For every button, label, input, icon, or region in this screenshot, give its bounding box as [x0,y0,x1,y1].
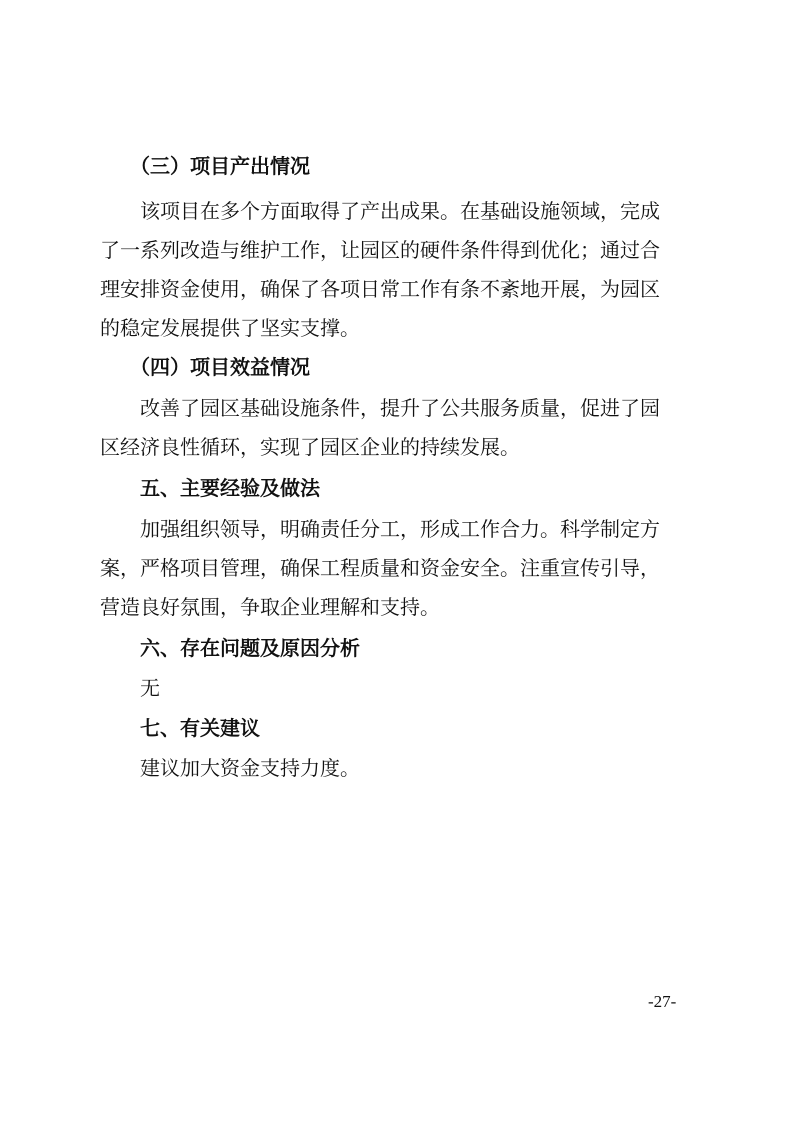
paragraph-line: 区经济良性循环，实现了园区企业的持续发展。 [100,435,520,459]
paragraph-line: 该项目在多个方面取得了产出成果。在基础设施领域，完成 [100,199,660,223]
page-number: -27- [648,992,677,1011]
paragraph-line: 营造良好氛围，争取企业理解和支持。 [100,595,440,619]
section-heading-output: （三）项目产出情况 [140,154,310,178]
paragraph-line: 理安排资金使用，确保了各项日常工作有条不紊地开展，为园区 [100,277,660,301]
paragraph-line: 的稳定发展提供了坚实支撑。 [100,316,360,340]
paragraph-line: 加强组织领导，明确责任分工，形成工作合力。科学制定方 [100,517,660,541]
paragraph-line: 了一系列改造与维护工作，让园区的硬件条件得到优化；通过合 [100,238,660,262]
paragraph-line: 建议加大资金支持力度。 [100,756,360,780]
section-heading-suggestions: 七、有关建议 [140,716,260,740]
paragraph-line: 案，严格项目管理，确保工程质量和资金安全。注重宣传引导， [100,556,660,580]
section-heading-problems: 六、存在问题及原因分析 [140,636,360,660]
section-heading-experience: 五、主要经验及做法 [140,476,320,500]
paragraph-line: 改善了园区基础设施条件，提升了公共服务质量，促进了园 [100,396,660,420]
paragraph-line: 无 [100,676,160,700]
section-heading-benefit: （四）项目效益情况 [140,355,310,379]
